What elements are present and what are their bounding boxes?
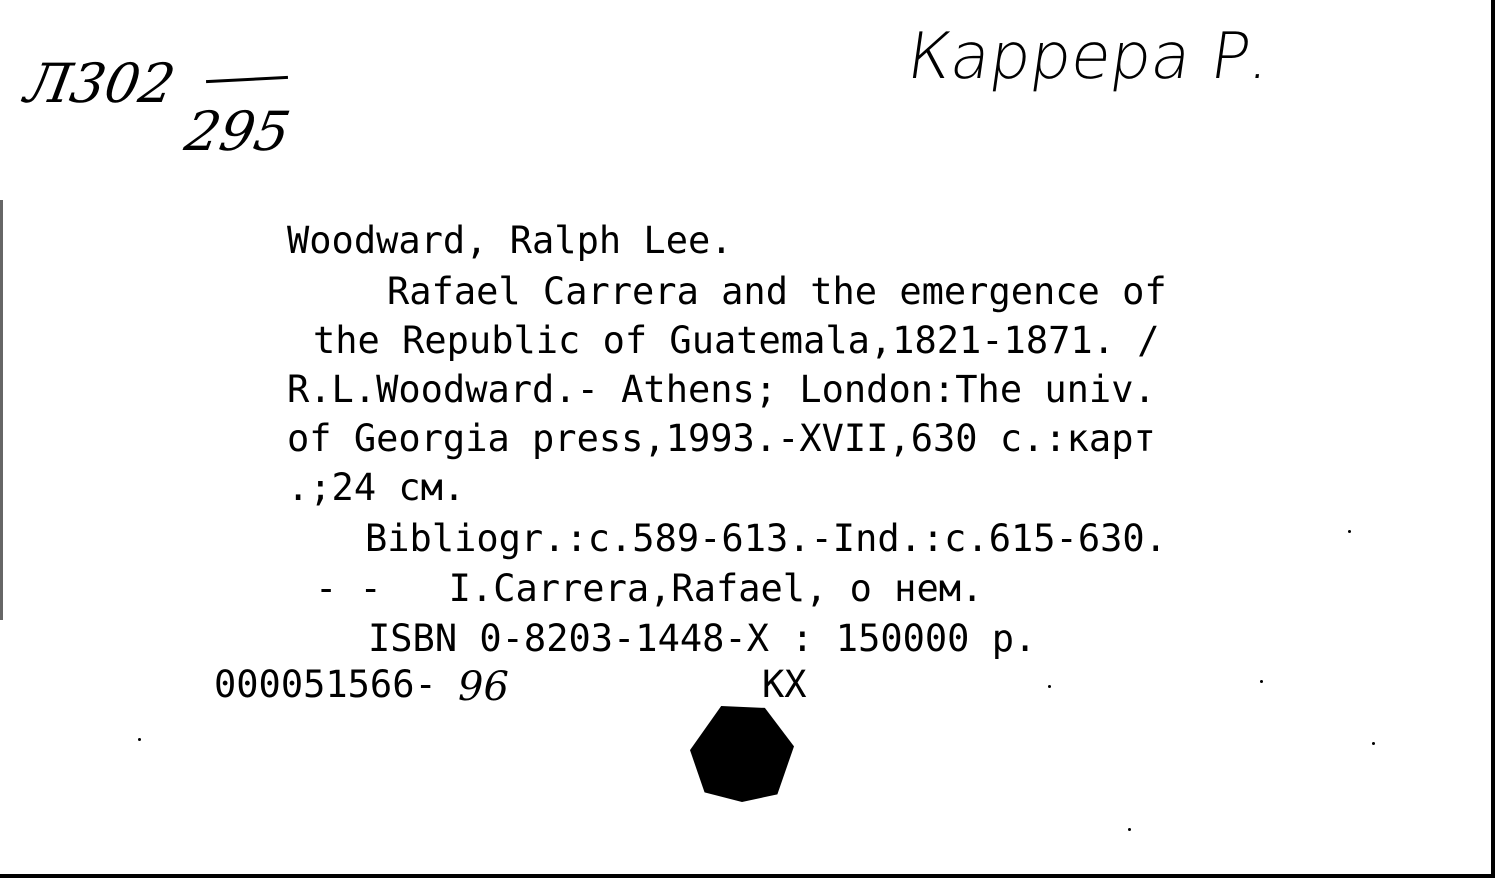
shelf-mark-bar [206,76,288,83]
imprint-line-2: of Georgia press,1993.-XVII,630 c.:карт [287,417,1156,460]
subject-line: - - I.Carrera,Rafael, о нем. [315,567,984,610]
card-edge-right [1491,0,1495,878]
title-line-2: the Republic of Guatemala,1821-1871. / [313,319,1160,362]
location-code: КХ [762,663,807,706]
imprint-line-1: R.L.Woodward.- Athens; London:The univ. [287,368,1156,411]
shelf-mark-sub: 295 [180,100,295,163]
card-edge-bottom [0,874,1495,878]
shelf-mark: Л302 [20,52,180,115]
author-line: Woodward, Ralph Lee. [287,219,733,262]
speck [1260,680,1263,683]
bibliography-note: Bibliogr.:c.589-613.-Ind.:c.615-630. [365,517,1167,560]
punch-hole [690,706,794,802]
speck [1048,685,1051,688]
imprint-line-3: .;24 см. [287,466,466,509]
isbn-line: ISBN 0-8203-1448-X : 150000 р. [368,617,1037,660]
record-number: 000051566- [214,663,437,706]
speck [1348,530,1351,533]
title-line-1: Rafael Carrera and the emergence of [387,270,1167,313]
record-number-handwritten: 96 [458,664,509,710]
card-edge-left [0,200,3,620]
speck [1128,828,1131,831]
speck [138,738,141,741]
speck [1372,742,1375,745]
handwritten-heading: Каррера Р. [902,20,1276,94]
